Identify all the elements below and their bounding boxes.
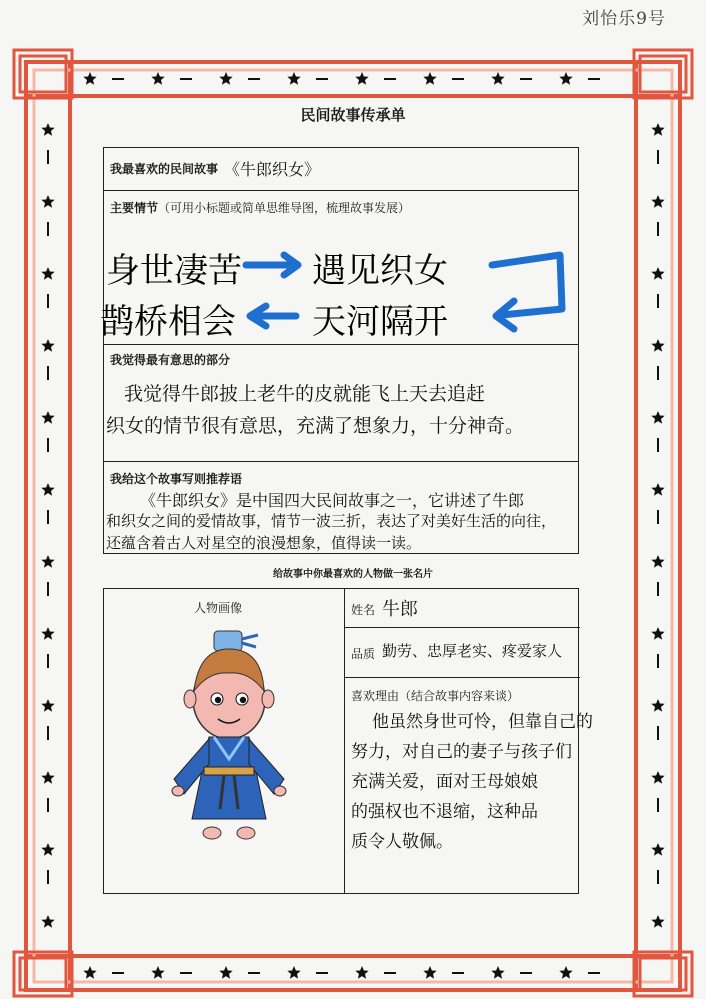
interesting-part-label: 我觉得最有意思的部分 bbox=[110, 353, 231, 367]
star-icon bbox=[651, 915, 664, 928]
reason-label: 喜欢理由（结合故事内容来谈） bbox=[351, 689, 520, 703]
interesting-line-1: 我觉得牛郎披上老牛的皮就能飞上天去追赶 bbox=[124, 383, 486, 405]
reason-line-4: 的强权也不退缩，这种品 bbox=[351, 802, 538, 822]
star-icon bbox=[41, 699, 54, 712]
arrow-right-icon bbox=[246, 255, 298, 275]
star-icon bbox=[651, 843, 664, 856]
favorite-story-value: 《牛郎织女》 bbox=[224, 160, 321, 179]
star-icon bbox=[355, 966, 368, 979]
star-icon bbox=[41, 915, 54, 928]
plot-arrows bbox=[104, 191, 580, 346]
name-label: 姓名 bbox=[351, 603, 376, 617]
star-icon bbox=[355, 72, 368, 85]
interesting-line-2: 织女的情节很有意思，充满了想象力，十分神奇。 bbox=[106, 415, 525, 437]
recommendation-label: 我给这个故事写则推荐语 bbox=[110, 472, 243, 486]
star-icon bbox=[423, 966, 436, 979]
star-icon bbox=[651, 411, 664, 424]
star-icon bbox=[651, 699, 664, 712]
recommendation-line-1: 《牛郎织女》是中国四大民间故事之一，它讲述了牛郎 bbox=[140, 491, 525, 510]
arrow-turn-icon bbox=[492, 255, 562, 329]
star-icon bbox=[83, 966, 96, 979]
quality-label: 品质 bbox=[351, 647, 376, 661]
star-icon bbox=[219, 966, 232, 979]
card-divider bbox=[344, 589, 345, 893]
character-portrait-image bbox=[154, 619, 304, 869]
interesting-part-box bbox=[103, 344, 579, 462]
card-instruction: 给故事中你最喜欢的人物做一张名片 bbox=[273, 569, 433, 580]
star-icon bbox=[491, 966, 504, 979]
name-value: 牛郎 bbox=[382, 599, 418, 620]
reason-line-5: 质令人敬佩。 bbox=[351, 832, 453, 852]
student-name-note: 刘怡乐9号 bbox=[582, 9, 666, 29]
star-icon bbox=[83, 72, 96, 85]
portrait-label: 人物画像 bbox=[194, 601, 243, 615]
star-icon bbox=[559, 966, 572, 979]
arrow-left-icon bbox=[250, 306, 296, 326]
worksheet-title: 民间故事传承单 bbox=[300, 106, 406, 124]
card-divider bbox=[344, 677, 580, 678]
star-icon bbox=[41, 483, 54, 496]
star-icon bbox=[41, 771, 54, 784]
character-card bbox=[103, 588, 593, 894]
reason-line-1: 他虽然身世可怜，但靠自己的 bbox=[372, 712, 593, 732]
star-icon bbox=[41, 195, 54, 208]
star-icon bbox=[651, 195, 664, 208]
favorite-story-box bbox=[103, 147, 579, 191]
star-icon bbox=[41, 339, 54, 352]
star-icon bbox=[151, 72, 164, 85]
star-icon bbox=[41, 411, 54, 424]
star-icon bbox=[41, 627, 54, 640]
favorite-story-label: 我最喜欢的民间故事 bbox=[110, 162, 219, 176]
star-icon bbox=[651, 339, 664, 352]
plot-step-2: 遇见织女 bbox=[312, 251, 448, 291]
star-icon bbox=[491, 72, 504, 85]
recommendation-box bbox=[103, 461, 579, 554]
star-icon bbox=[287, 72, 300, 85]
plot-box bbox=[100, 190, 579, 345]
star-icon bbox=[559, 72, 572, 85]
plot-step-4: 鹊桥相会 bbox=[100, 302, 236, 342]
star-icon bbox=[151, 966, 164, 979]
recommendation-line-3: 还蕴含着古人对星空的浪漫想象，值得读一读。 bbox=[106, 534, 422, 552]
star-icon bbox=[41, 843, 54, 856]
star-icon bbox=[651, 627, 664, 640]
recommendation-line-2: 和织女之间的爱情故事，情节一波三折，表达了对美好生活的向往， bbox=[106, 512, 557, 530]
plot-hint: （可用小标题或简单思维导图，梳理故事发展） bbox=[158, 201, 411, 215]
star-icon bbox=[41, 267, 54, 280]
plot-step-3: 天河隔开 bbox=[312, 302, 448, 342]
star-icon bbox=[651, 483, 664, 496]
star-icon bbox=[287, 966, 300, 979]
plot-label-text: 主要情节 bbox=[110, 201, 159, 215]
star-icon bbox=[219, 72, 232, 85]
star-icon bbox=[651, 771, 664, 784]
card-divider bbox=[344, 627, 580, 628]
reason-line-2: 努力，对自己的妻子与孩子们 bbox=[351, 742, 572, 762]
plot-step-1: 身世凄苦 bbox=[106, 251, 242, 291]
quality-value: 勤劳、忠厚老实、疼爱家人 bbox=[382, 642, 563, 660]
star-icon bbox=[423, 72, 436, 85]
star-icon bbox=[651, 267, 664, 280]
reason-line-3: 充满关爱，面对王母娘娘 bbox=[351, 772, 538, 792]
